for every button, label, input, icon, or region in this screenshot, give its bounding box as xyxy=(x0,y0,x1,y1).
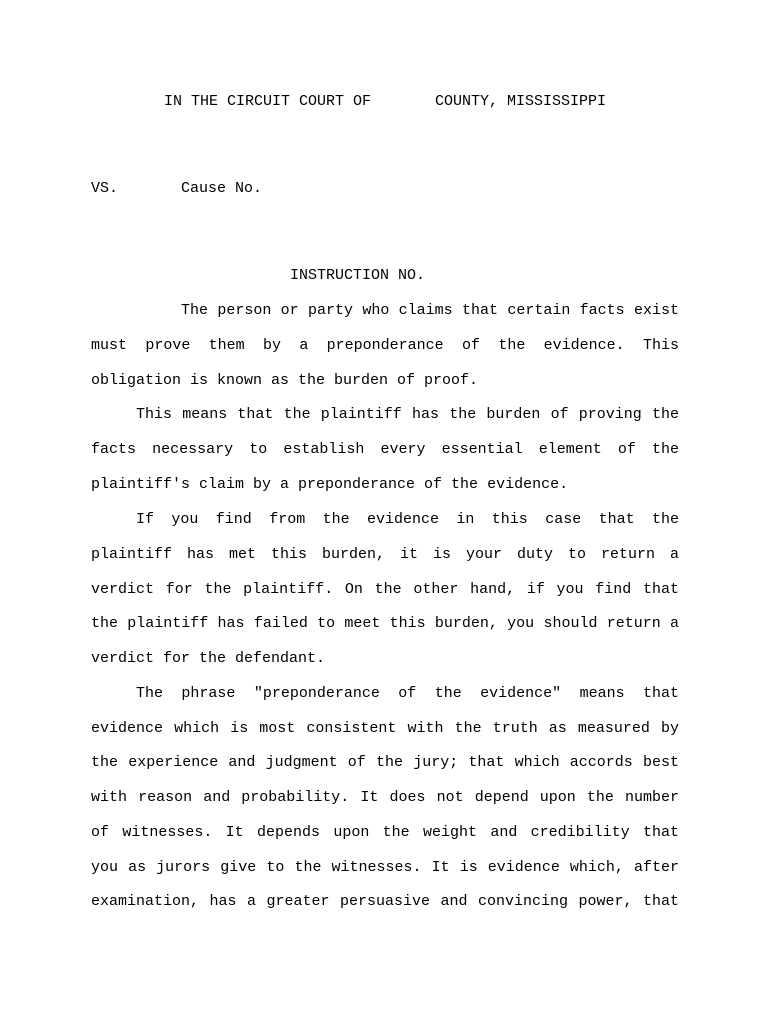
body-line: If you find from the evidence in this case that the xyxy=(136,511,679,528)
body-line: This means that the plaintiff has the burden of proving the xyxy=(136,406,679,423)
body-line: obligation is known as the burden of proof. xyxy=(91,372,479,389)
body-line: verdict for the plaintiff. On the other hand, if you find that xyxy=(91,581,679,598)
body-line: of witnesses. It depends upon the weight and credibility that xyxy=(91,824,679,841)
court-heading-left: IN THE CIRCUIT COURT OF xyxy=(164,93,372,110)
body-line: the experience and judgment of the jury; that which accords best xyxy=(91,754,679,771)
cause-number-label: Cause No. xyxy=(181,180,263,197)
body-line: the plaintiff has failed to meet this burden, you should return a xyxy=(91,615,679,632)
caption-vs: VS. xyxy=(91,180,119,197)
body-line: with reason and probability. It does not depend upon the number xyxy=(91,789,679,806)
body-line: facts necessary to establish every essential element of the xyxy=(91,441,679,458)
instruction-title: INSTRUCTION NO. xyxy=(290,267,426,284)
body-line: examination, has a greater persuasive and convincing power, that xyxy=(91,893,679,910)
body-line: evidence which is most consistent with the truth as measured by xyxy=(91,720,679,737)
body-line: plaintiff has met this burden, it is your duty to return a xyxy=(91,546,679,563)
body-line: you as jurors give to the witnesses. It is evidence which, after xyxy=(91,859,679,876)
body-line: The person or party who claims that certain facts exist xyxy=(181,302,679,319)
body-line: The phrase "preponderance of the evidence" means that xyxy=(136,685,679,702)
body-line: must prove them by a preponderance of the evidence. This xyxy=(91,337,679,354)
body-line: plaintiff's claim by a preponderance of the evidence. xyxy=(91,476,569,493)
body-line: verdict for the defendant. xyxy=(91,650,326,667)
court-heading-right: COUNTY, MISSISSIPPI xyxy=(435,93,607,110)
